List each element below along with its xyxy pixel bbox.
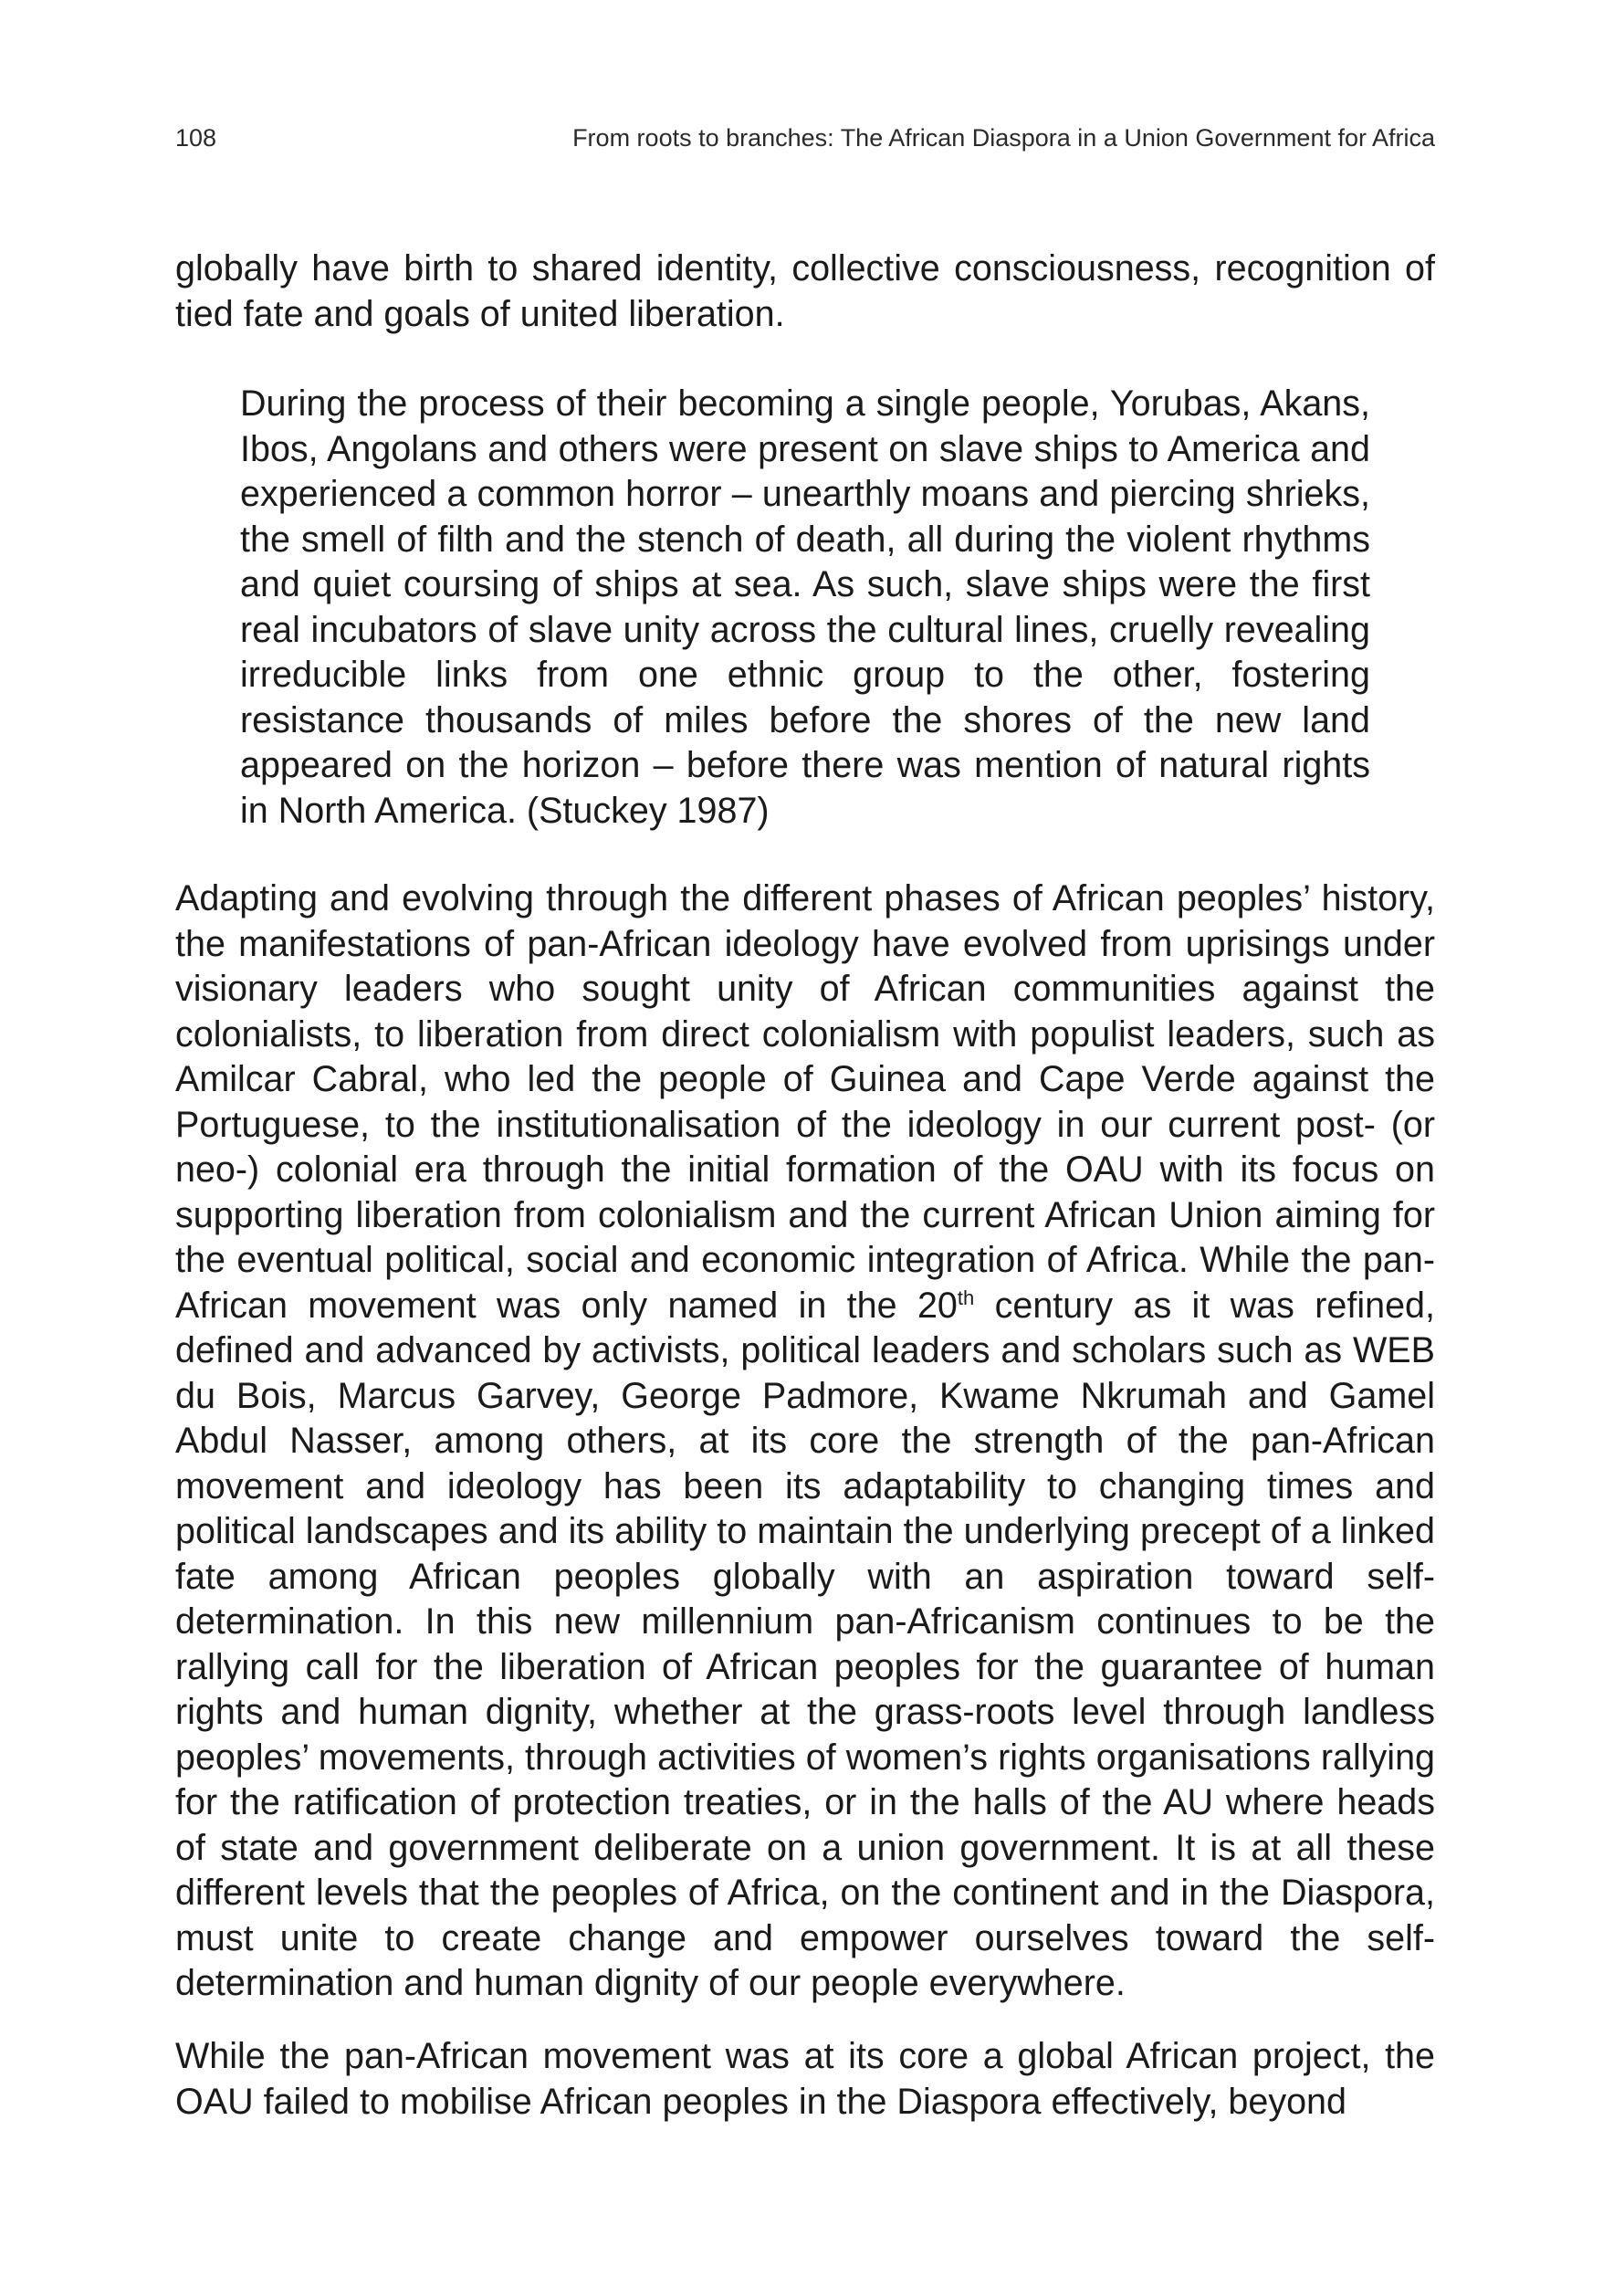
body-paragraph-2-part-b: century as it was refined, defined and advanced by activists, political leaders and scholars such as WEB du Bois, Marcus Garvey, George Padmore, Kwame Nkrumah and Gamel Abdul Nasser, among others, at its core the strength of the pan-African movement and ideology has been its adaptability to changing times and political landscapes and its ability to maintain the underlying precept of a linked fate among African peoples globally with an aspiration toward self-determination. In this new millennium pan-Africanism continues to be the rallying call for the liberation of African peoples for the guarantee of human rights and human dignity, whether at the grass-roots level through landless peoples’ movements, through activities of women’s rights organisations rallying for the ratification of protection treaties, or in the halls of the AU where heads of state and government deliberate on a union government. It is at all these different levels that the peoples of Africa, on the continent and in the Diaspora, must unite to create change and empower ourselves toward the self-determination and human dignity of our people everywhere. bbox=[175, 1285, 1436, 2003]
ordinal-superscript: th bbox=[957, 1286, 975, 1309]
body-paragraph-2 bbox=[175, 876, 1435, 2007]
block-quote: During the process of their becoming a single people, Yorubas, Akans, Ibos, Angolans and others were present on slave ships to America and experienced a common horror – unearthly moans and piercing shrieks, the smell of filth and the stench of death, all during the violent rhythms and quiet coursing of ships at sea. As such, slave ships were the first real incubators of slave unity across the cultural lines, cruelly revealing irreducible links from one ethnic group to the other, fostering resistance thousands of miles before the shores of the new land appeared on the horizon – before there was mention of natural rights in North America. (Stuckey 1987) bbox=[240, 383, 1370, 831]
body-paragraph-1: globally have birth to shared identity, collective consciousness, recognition of tied fate and goals of united liberation. bbox=[175, 248, 1435, 334]
page-number: 108 bbox=[175, 124, 217, 152]
running-title: From roots to branches: The African Diaspora in a Union Government for Africa bbox=[572, 124, 1435, 152]
body-paragraph-3: While the pan-African movement was at its core a global African project, the OAU failed to mobilise African peoples in the Diaspora effectively, beyond bbox=[175, 2036, 1435, 2122]
running-header bbox=[175, 120, 1435, 156]
body-paragraph-2-part-a: Adapting and evolving through the different phases of African peoples’ history, the manifestations of pan-African ideology have evolved from uprisings under visionary leaders who sought unity of African communities against the colonialists, to liberation from direct colonialism with populist leaders, such as Amilcar Cabral, who led the people of Guinea and Cape Verde against the Portuguese, to the institutionalisation of the ideology in our current post- (or neo-) colonial era through the initial formation of the OAU with its focus on supporting liberation from colonialism and the current African Union aiming for the eventual political, social and economic integration of Africa. While the pan-African movement was only named in the 20 bbox=[175, 878, 1435, 1326]
